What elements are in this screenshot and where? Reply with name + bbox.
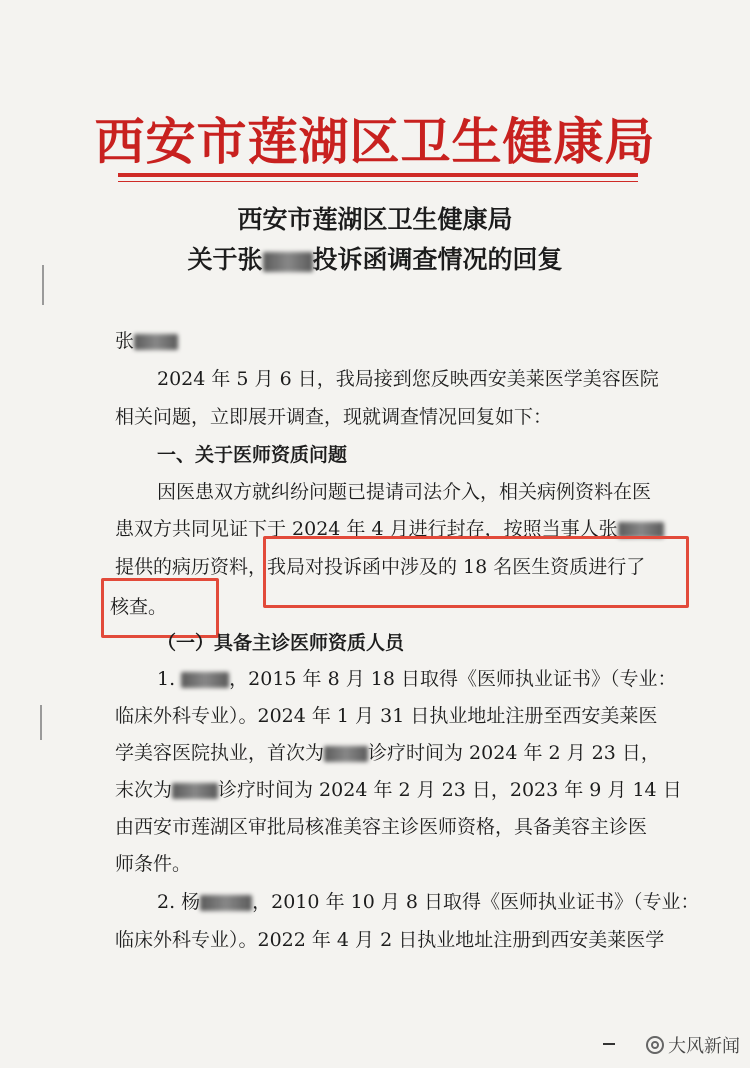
letterhead-rule-thick [118, 173, 638, 177]
item2-line2: 临床外科专业）。2022 年 4 月 2 日执业地址注册到西安美莱医学 [115, 929, 665, 951]
para1-line2: 相关问题，立即展开调查，现就调查情况回复如下： [115, 406, 553, 428]
salutation: 张 [115, 326, 178, 353]
document-title-line1: 西安市莲湖区卫生健康局 [237, 205, 513, 234]
redacted-name [324, 746, 368, 762]
heading-1: 一、关于医师资质问题 [157, 444, 348, 466]
watermark-text: 大风新闻 [668, 1036, 740, 1057]
para2-line2: 患双方共同见证下于 2024 年 4 月进行封存，按照当事人张 [115, 514, 664, 541]
item1-line5: 由西安市莲湖区审批局核准美容主诊医师资格，具备美容主诊医 [115, 816, 648, 838]
item1-line1: 1. ，2015 年 8 月 18 日取得《医师执业证书》（专业： [157, 668, 677, 690]
letterhead-rule-thin [118, 181, 638, 182]
item1-line6: 师条件。 [115, 853, 192, 875]
redacted-name [181, 672, 229, 688]
redacted-name [200, 895, 252, 911]
item2-line1: 2. 杨 ，2010 年 10 月 8 日取得《医师执业证书》（专业： [157, 891, 700, 913]
item1-line3: 学美容医院执业，首次为 诊疗时间为 2024 年 2 月 23 日， [115, 742, 660, 764]
para2-line3: 提供的病历资料，我局对投诉函中涉及的 18 名医生资质进行了 [115, 556, 646, 578]
letterhead: 西安市莲湖区卫生健康局 [94, 112, 656, 171]
redacted-name [172, 783, 218, 799]
redacted-name [134, 334, 178, 350]
item1-line2: 临床外科专业）。2024 年 1 月 31 日执业地址注册至西安美莱医 [115, 705, 658, 727]
footer-dash [603, 1043, 615, 1045]
annotation-box-main [263, 536, 689, 608]
item1-line4: 末次为 诊疗时间为 2024 年 2 月 23 日，2023 年 9 月 14 日 [115, 779, 682, 801]
heading-2: （一）具备主诊医师资质人员 [157, 632, 405, 654]
para2-line4: 核查。 [110, 596, 168, 618]
para2-line1: 因医患双方就纠纷问题已提请司法介入，相关病例资料在医 [157, 481, 652, 503]
document-title-line2: 关于张 投诉函调查情况的回复 [187, 245, 563, 274]
para1-line1: 2024 年 5 月 6 日，我局接到您反映西安美莱医学美容医院 [157, 368, 659, 390]
watermark [646, 1032, 740, 1058]
margin-mark-bottom [40, 705, 42, 740]
brand-logo-icon [646, 1036, 664, 1054]
redacted-name [263, 252, 313, 272]
